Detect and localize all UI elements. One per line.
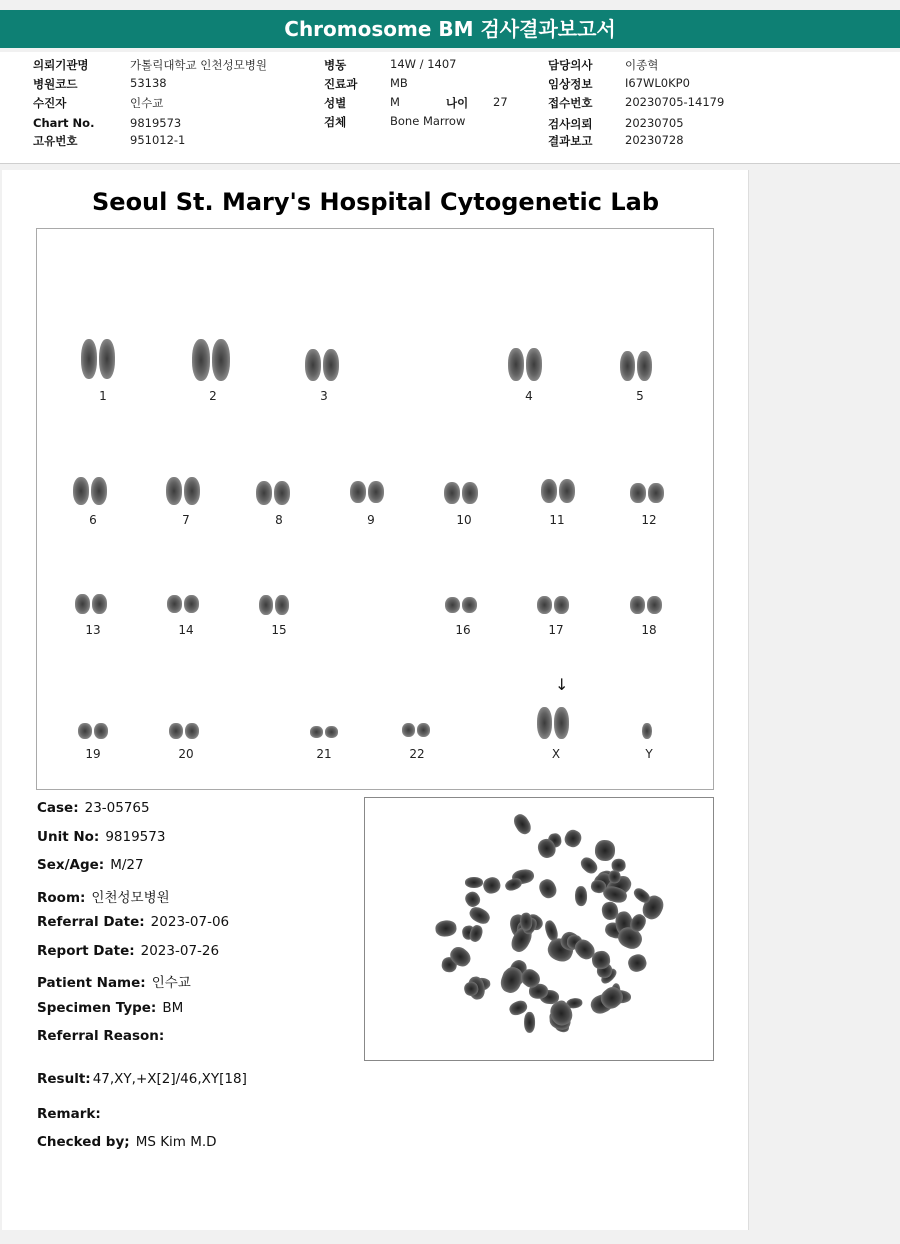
result-row	[37, 1071, 247, 1087]
chromosome-glyph	[73, 477, 89, 505]
down-arrow-icon: ↓	[555, 675, 569, 694]
chromosome-label-15: 15	[271, 623, 287, 637]
value-hospital-code: 53138	[130, 76, 167, 90]
patient-header	[0, 52, 900, 164]
report-date-row	[37, 943, 219, 959]
metaphase-chromosome	[465, 877, 484, 888]
metaphase-chromosome	[524, 1012, 535, 1033]
chromosome-pair-21	[310, 726, 338, 738]
chromosome-glyph	[305, 349, 321, 381]
chromosome-glyph	[94, 723, 108, 739]
chromosome-pair-6	[73, 477, 107, 505]
chromosome-glyph	[259, 595, 273, 615]
chromosome-pair-19	[78, 723, 108, 739]
chromosome-glyph	[642, 723, 652, 739]
metaphase-chromosome	[562, 828, 583, 850]
room-row	[37, 886, 170, 906]
chromosome-glyph	[508, 348, 524, 381]
value-sex: M	[390, 95, 400, 109]
metaphase-chromosome	[626, 952, 649, 973]
chromosome-label-18: 18	[641, 623, 657, 637]
sex-age-row	[37, 857, 144, 873]
room-value: 인천성모병원	[91, 890, 170, 906]
chromosome-pair-17	[537, 596, 569, 614]
case-label: Case:	[37, 800, 79, 816]
chromosome-pair-5	[620, 351, 652, 381]
metaphase-image	[364, 797, 714, 1061]
chromosome-label-19: 19	[85, 747, 101, 761]
chromosome-glyph	[274, 481, 290, 505]
value-receipt-no: 20230705-14179	[625, 95, 725, 109]
chromosome-pair-9	[350, 481, 384, 503]
chromosome-label-10: 10	[456, 513, 472, 527]
chromosome-glyph	[75, 594, 90, 614]
chromosome-pair-7	[166, 477, 200, 505]
remark-row	[37, 1106, 107, 1122]
unit-no-label: Unit No:	[37, 829, 100, 845]
chromosome-label-12: 12	[641, 513, 657, 527]
metaphase-chromosome	[468, 904, 493, 926]
label-result-report: 결과보고	[548, 134, 593, 148]
label-specimen: 검체	[324, 115, 347, 129]
value-ward: 14W / 1407	[390, 57, 457, 71]
metaphase-chromosome	[594, 840, 615, 862]
chromosome-glyph	[462, 482, 478, 504]
label-clinical-info: 임상정보	[548, 77, 593, 91]
value-test-request: 20230705	[625, 116, 684, 130]
label-ward: 병동	[324, 58, 347, 72]
value-doctor: 이종혁	[625, 58, 659, 72]
value-clinical-info: I67WL0KP0	[625, 76, 690, 90]
value-unique-no: 951012-1	[130, 133, 186, 147]
chromosome-pair-11	[541, 479, 575, 503]
chromosome-glyph	[637, 351, 652, 381]
chromosome-glyph	[325, 726, 338, 738]
chromosome-pair-16	[445, 597, 477, 613]
value-chart-no: 9819573	[130, 116, 182, 130]
label-department: 진료과	[324, 77, 358, 91]
metaphase-chromosome	[511, 812, 533, 837]
unit-no-row	[37, 829, 165, 845]
remark-label: Remark:	[37, 1106, 101, 1122]
chromosome-label-17: 17	[548, 623, 564, 637]
chromosome-label-8: 8	[275, 513, 283, 527]
chromosome-label-4: 4	[525, 389, 533, 403]
chromosome-glyph	[91, 477, 107, 505]
metaphase-chromosome	[504, 876, 524, 892]
chromosome-label-1: 1	[99, 389, 107, 403]
value-age: 27	[493, 95, 508, 109]
chromosome-glyph	[166, 477, 182, 505]
chromosome-glyph	[81, 339, 97, 379]
checked-by-value: MS Kim M.D	[135, 1134, 217, 1150]
value-patient: 인수교	[130, 96, 164, 110]
value-specimen: Bone Marrow	[390, 114, 466, 128]
chromosome-glyph	[526, 348, 542, 381]
label-hospital-code: 병원코드	[33, 77, 78, 91]
value-institution: 가톨릭대학교 인천성모병원	[130, 58, 267, 72]
chromosome-glyph	[537, 596, 552, 614]
referral-date-row	[37, 914, 229, 930]
chromosome-label-14: 14	[178, 623, 194, 637]
label-doctor: 담당의사	[548, 58, 593, 72]
chromosome-pair-3	[305, 349, 339, 381]
metaphase-chromosome	[463, 890, 482, 910]
chromosome-glyph	[169, 723, 183, 739]
specimen-type-row	[37, 1000, 183, 1016]
chromosome-label-20: 20	[178, 747, 194, 761]
label-patient: 수진자	[33, 96, 67, 110]
chromosome-glyph	[462, 597, 477, 613]
chromosome-label-y: Y	[645, 747, 653, 761]
chromosome-label-9: 9	[367, 513, 375, 527]
chromosome-glyph	[417, 723, 430, 737]
referral-date-label: Referral Date:	[37, 914, 145, 930]
chromosome-glyph	[368, 481, 384, 503]
chromosome-pair-10	[444, 482, 478, 504]
result-value: 47,XY,+X[2]/46,XY[18]	[92, 1071, 247, 1087]
chromosome-glyph	[647, 596, 662, 614]
chromosome-glyph	[445, 597, 460, 613]
chromosome-glyph	[402, 723, 415, 737]
chromosome-glyph	[554, 596, 569, 614]
report-date-label: Report Date:	[37, 943, 135, 959]
karyogram-panel	[36, 228, 714, 790]
chromosome-glyph	[92, 594, 107, 614]
chromosome-glyph	[559, 479, 575, 503]
metaphase-chromosome	[575, 886, 587, 906]
chromosome-glyph	[184, 595, 199, 613]
chromosome-label-21: 21	[316, 747, 332, 761]
referral-date-value: 2023-07-06	[150, 914, 230, 930]
result-label: Result:	[37, 1071, 91, 1087]
chromosome-pair-8	[256, 481, 290, 505]
chromosome-glyph	[185, 723, 199, 739]
chromosome-pair-20	[169, 723, 199, 739]
metaphase-chromosome	[481, 875, 502, 896]
chromosome-label-11: 11	[549, 513, 565, 527]
chromosome-pair-15	[259, 595, 289, 615]
chromosome-glyph	[537, 707, 552, 739]
chromosome-glyph	[541, 479, 557, 503]
chromosome-glyph	[99, 339, 115, 379]
chromosome-pair-x	[537, 707, 569, 739]
value-department: MB	[390, 76, 408, 90]
lab-title: Seoul St. Mary's Hospital Cytogenetic Lab	[92, 188, 659, 216]
chromosome-glyph	[444, 482, 460, 504]
chromosome-label-3: 3	[320, 389, 328, 403]
value-result-report: 20230728	[625, 133, 684, 147]
referral-reason-row	[37, 1028, 170, 1044]
patient-name-value: 인수교	[151, 975, 191, 991]
chromosome-pair-12	[630, 483, 664, 503]
chromosome-label-x: X	[551, 747, 561, 761]
metaphase-chromosome	[537, 876, 559, 900]
chromosome-glyph	[167, 595, 182, 613]
chromosome-label-16: 16	[455, 623, 471, 637]
chromosome-label-6: 6	[89, 513, 97, 527]
specimen-type-value: BM	[162, 1000, 184, 1016]
chromosome-pair-2	[192, 339, 230, 381]
chromosome-glyph	[630, 483, 646, 503]
checked-by-label: Checked by;	[37, 1134, 130, 1150]
label-unique-no: 고유번호	[33, 134, 78, 148]
chromosome-glyph	[648, 483, 664, 503]
label-sex: 성별	[324, 96, 347, 110]
chromosome-label-7: 7	[182, 513, 190, 527]
sex-age-label: Sex/Age:	[37, 857, 105, 873]
chromosome-pair-18	[630, 596, 662, 614]
patient-name-label: Patient Name:	[37, 975, 146, 991]
chromosome-glyph	[192, 339, 210, 381]
unit-no-value: 9819573	[105, 829, 166, 845]
case-value: 23-05765	[84, 800, 150, 816]
chromosome-glyph	[275, 595, 289, 615]
chromosome-pair-14	[167, 595, 199, 613]
referral-reason-label: Referral Reason:	[37, 1028, 165, 1044]
chromosome-glyph	[310, 726, 323, 738]
chromosome-glyph	[184, 477, 200, 505]
label-test-request: 검사의뢰	[548, 117, 593, 131]
label-institution: 의뢰기관명	[33, 58, 89, 72]
label-chart-no: Chart No.	[33, 116, 95, 130]
specimen-type-label: Specimen Type:	[37, 1000, 157, 1016]
chromosome-glyph	[630, 596, 645, 614]
chromosome-pair-y	[642, 723, 652, 739]
report-title-bar	[0, 10, 900, 48]
label-receipt-no: 접수번호	[548, 96, 593, 110]
chromosome-label-22: 22	[409, 747, 425, 761]
room-label: Room:	[37, 890, 86, 906]
case-row	[37, 800, 150, 816]
metaphase-chromosome	[519, 912, 532, 931]
chromosome-glyph	[350, 481, 366, 503]
label-age: 나이	[446, 96, 469, 110]
chromosome-pair-1	[81, 339, 115, 379]
checked-by-row	[37, 1134, 217, 1150]
sex-age-value: M/27	[110, 857, 144, 873]
chromosome-label-5: 5	[636, 389, 644, 403]
metaphase-chromosome	[434, 920, 457, 938]
chromosome-glyph	[256, 481, 272, 505]
report-title: Chromosome BM 검사결과보고서	[284, 17, 616, 41]
chromosome-label-2: 2	[209, 389, 217, 403]
chromosome-label-13: 13	[85, 623, 101, 637]
chromosome-pair-4	[508, 348, 542, 381]
report-date-value: 2023-07-26	[140, 943, 220, 959]
chromosome-pair-13	[75, 594, 107, 614]
chromosome-glyph	[620, 351, 635, 381]
chromosome-glyph	[212, 339, 230, 381]
report-sheet	[2, 170, 749, 1230]
chromosome-glyph	[323, 349, 339, 381]
chromosome-glyph	[554, 707, 569, 739]
patient-name-row	[37, 971, 191, 991]
chromosome-glyph	[78, 723, 92, 739]
chromosome-pair-22	[402, 723, 430, 737]
